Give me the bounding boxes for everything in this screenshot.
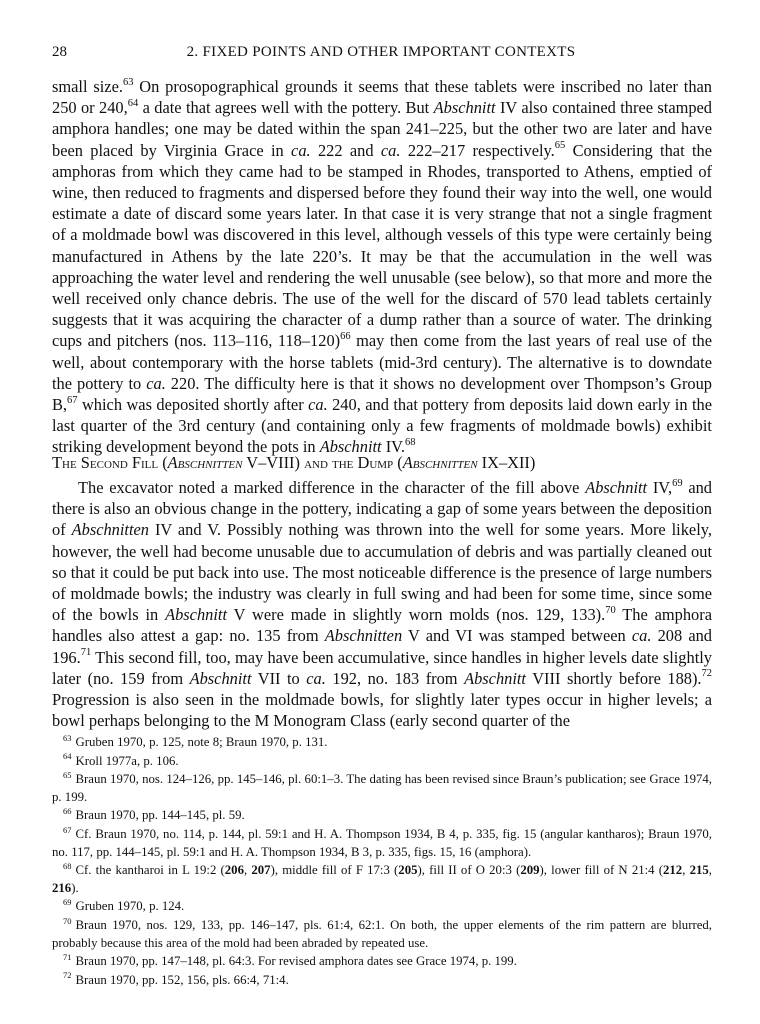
text-run: This second fill, too, may have been accumulative, since handles in higher levels date slightly later (no. 159 from <box>52 647 712 688</box>
bold-text: 205 <box>398 863 418 878</box>
body-paragraph-2 <box>52 477 712 731</box>
text-run: ), middle fill of F 17:3 ( <box>270 863 399 878</box>
bold-text: 216 <box>52 880 72 895</box>
footnote <box>52 972 712 990</box>
chapter-title: 2. FIXED POINTS AND OTHER IMPORTANT CONTEXTS <box>186 44 576 60</box>
text-run: 222–217 respectively. <box>400 140 555 160</box>
italic-text: Abschnitt <box>585 478 648 497</box>
italic-text: Abschnitt <box>165 605 228 625</box>
text-run: Progression is also seen in the moldmade bowls, for slightly later types occur in higher levels; a bowl perhaps belonging to the M Monogram Class (early second quarter of the <box>52 690 712 731</box>
italic-text: ca. <box>380 140 401 160</box>
text-run: V were made in slightly worn molds (nos. 129, 133). <box>227 605 606 625</box>
italic-text: ca. <box>291 140 311 160</box>
bold-text: 206 <box>224 863 244 878</box>
text-run: Braun 1970, nos. 124–126, pp. 145–146, pl. 60:1–3. The dating has been revised since Braun’s publication; see Grace 1974, p. 199. <box>52 772 712 804</box>
text-run: small size. <box>52 77 123 96</box>
text-run: The amphora handles also attest a gap: no. 135 from <box>52 605 712 646</box>
text-run: 222 and <box>310 140 381 160</box>
body-paragraph-1 <box>52 76 712 458</box>
text-run: V and VI was stamped between <box>402 626 632 646</box>
text-run: IX–XII) <box>477 453 536 472</box>
section-heading <box>52 452 712 473</box>
footnote-number: 65 <box>63 769 72 780</box>
footnote-ref: 63 <box>122 76 134 88</box>
footnote-ref: 66 <box>340 330 351 342</box>
text-run: may then come from the last years of real use of the well, about contemporary with the horse tablets (mid-3rd century). The alternative is to downdate the pottery to <box>52 331 712 393</box>
footnote-number: 63 <box>63 732 72 743</box>
text-run: Cf. the kantharoi in L 19:2 ( <box>75 863 225 878</box>
text-run: and the Dump <box>304 453 394 472</box>
bold-text: 215 <box>689 863 709 878</box>
running-header <box>52 44 710 66</box>
italic-text: Abschnitt <box>319 437 382 457</box>
italic-text: Abschnitten <box>167 453 243 472</box>
text-run: IV also contained three stamped amphora handles; one may be dated within the span 241–225, but the other two are later and have been placed by Virginia Grace in <box>52 98 713 160</box>
text-run: Braun 1970, pp. 152, 156, pls. 66:4, 71:4. <box>75 972 289 987</box>
text-run: 220. The difficulty here is that it shows no development over Thompson’s Group B, <box>52 373 712 415</box>
text-run: Considering that the amphoras from which they came had to be stamped in Rhodes, transported to Athens, emptied of wine, then reduced to fragments and dispersed before they found their way into the well, one would estimate a date of discard some years later. In that case it is very strange that not a single fragment of a moldmade bowl was discovered in this level, although vessels of this type were certainly being manufactured in Athens by the late 220’s. It may be that the accumulation in the well was approaching the water level and rendering the well unusable (see below), so that more and more the well received only chance debris. The use of the well for the discard of 570 lead tablets certainly suggests that it was acquiring the character of a dump rather than a source of water. The drinking cups and pitchers (nos. 113–116, 118–120) <box>52 140 712 351</box>
footnote-ref: 71 <box>80 647 92 659</box>
italic-text: ca. <box>306 668 326 688</box>
text-run: ), lower fill of N 21:4 ( <box>539 863 663 878</box>
footnote-ref: 72 <box>701 668 713 680</box>
footnote-number: 71 <box>63 951 72 962</box>
footnote <box>52 898 712 916</box>
text-run: ( <box>393 453 403 472</box>
text-run: The excavator noted a marked difference in the character of the fill above <box>78 478 586 497</box>
footnote <box>52 953 712 971</box>
text-run: Cf. Braun 1970, no. 114, p. 144, pl. 59:1 and H. A. Thompson 1934, B 4, p. 335, fig. 15 (angular kantharos); Braun 1970, no. 117, pp. 144–145, pl. 59:1 and H. A. Thompson 1934, B 3, p. 335, figs. 15, 16 (amphora). <box>52 826 712 859</box>
text-run: , <box>682 863 690 878</box>
footnote <box>52 826 712 861</box>
text-run: , <box>243 863 252 878</box>
text-run: which was deposited shortly after <box>77 395 309 415</box>
footnote <box>52 734 712 752</box>
footnote-ref: 68 <box>405 436 416 448</box>
text-run: IV. <box>381 437 405 457</box>
text-run: Kroll 1977a, p. 106. <box>75 753 179 768</box>
text-run: 208 and 196. <box>52 626 713 667</box>
footnote <box>52 862 712 897</box>
paragraph-text <box>52 76 712 458</box>
page-number: 28 <box>52 44 67 60</box>
footnote-ref: 69 <box>672 477 683 489</box>
text-run: V–VIII) <box>242 453 305 472</box>
italic-text: Abschnitt <box>464 668 526 688</box>
italic-text: ca. <box>631 626 652 646</box>
text-run: and there is also an obvious change in the pottery, indicating a gap of some years between the deposition of <box>52 478 712 540</box>
text-run: ( <box>158 453 168 472</box>
footnote <box>52 771 712 806</box>
footnote-number: 67 <box>63 824 72 835</box>
footnote-number: 66 <box>63 806 72 817</box>
footnote-ref: 70 <box>605 604 616 616</box>
footnote-ref: 67 <box>67 394 78 406</box>
italic-text: Abschnitten <box>324 626 403 646</box>
italic-text: Abschnitt <box>433 98 496 118</box>
footnote-number: 68 <box>63 860 72 871</box>
text-run: 240, and that pottery from deposits laid down early in the last quarter of the 3rd century (and containing only a few fragments of moldmade bowls) exhibit striking development beyond the pots in <box>52 395 712 457</box>
italic-text: ca. <box>146 373 166 393</box>
text-run: VIII shortly before 188). <box>526 668 702 688</box>
footnote-number: 72 <box>63 970 72 981</box>
text-run: Braun 1970, nos. 129, 133, pp. 146–147, pls. 61:4, 62:1. On both, the upper elements of the rim pattern are blurred, probably because this area of the mold had been abraded by repeated use. <box>52 917 712 950</box>
footnote <box>52 917 712 952</box>
footnote-number: 64 <box>63 751 72 762</box>
text-run: a date that agrees well with the pottery. But <box>138 98 434 118</box>
bold-text: 209 <box>520 863 540 878</box>
text-run: ). <box>71 880 79 895</box>
text-run: , <box>708 863 712 878</box>
text-run: ), fill II of O 20:3 ( <box>417 863 521 878</box>
text-run: VII to <box>251 668 307 688</box>
paragraph-text <box>52 477 712 731</box>
text-run: Gruben 1970, p. 125, note 8; Braun 1970, p. 131. <box>75 735 328 749</box>
text-run: On prosopographical grounds it seems that these tablets were inscribed no later than 250 or 240, <box>52 77 712 118</box>
italic-text: Abschnitten <box>71 520 149 540</box>
italic-text: ca. <box>308 395 328 415</box>
footnote-ref: 64 <box>127 97 139 109</box>
text-run: IV and V. Possibly nothing was thrown into the well for some years. More likely, however, the well had become unusable due to accumulation of debris and was partially cleaned out so that it could be put back into use. The most noticeable difference is the presence of large numbers of moldmade bowls; the industry was clearly in full swing and had been for some time, since some of the bowls in <box>52 520 712 625</box>
text-run: 192, no. 183 from <box>325 668 465 688</box>
bold-text: 212 <box>663 863 683 878</box>
text-run: Braun 1970, pp. 147–148, pl. 64:3. For revised amphora dates see Grace 1974, p. 199. <box>75 954 517 969</box>
bold-text: 207 <box>251 863 271 878</box>
text-run: Braun 1970, pp. 144–145, pl. 59. <box>75 808 245 823</box>
footnote-ref: 65 <box>554 140 566 152</box>
text-run: Gruben 1970, p. 124. <box>75 899 185 914</box>
text-run: IV, <box>647 478 673 497</box>
italic-text: Abschnitt <box>189 668 252 688</box>
footnote-number: 69 <box>63 897 72 908</box>
footnotes <box>52 734 712 990</box>
footnote-number: 70 <box>63 915 72 926</box>
footnote <box>52 807 712 825</box>
italic-text: Abschnitten <box>402 453 478 472</box>
text-run: The Second Fill <box>52 453 159 472</box>
footnote <box>52 753 712 771</box>
